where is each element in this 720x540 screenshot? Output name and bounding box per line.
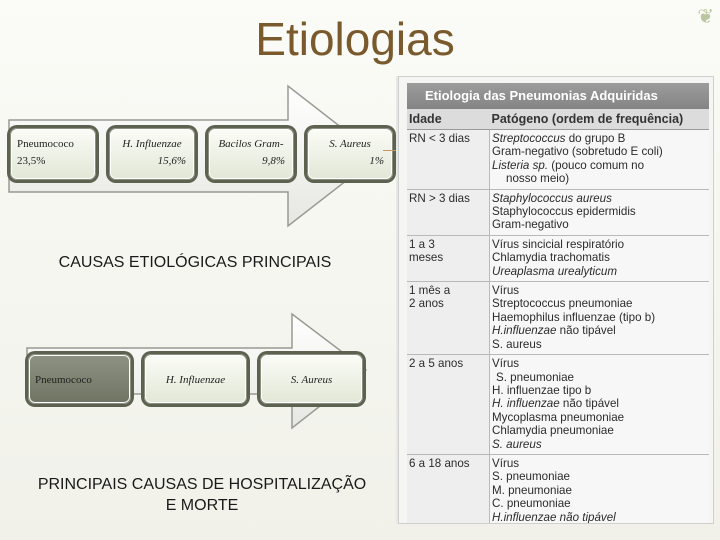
stage-bacilos-gram [208, 128, 294, 180]
pathogen-line: S. aureus [492, 337, 542, 351]
stage-s-aureus [260, 354, 363, 404]
age-line: 1 mês a [409, 284, 451, 298]
pathogen-line: Streptococcus pneumoniae [492, 297, 633, 311]
stage-name: H. Influenzae [165, 374, 226, 386]
table-title: Etiologia das Pneumonias Adquiridas [425, 88, 658, 103]
column-header-pathogen: Patógeno (ordem de frequência) [490, 109, 710, 130]
age-line: RN < 3 dias [409, 132, 470, 145]
pathogen-cell [490, 235, 710, 281]
pneumonia-etiology-table-image [398, 76, 714, 524]
table-row [407, 189, 709, 235]
pathogen-line: Listeria sp. (pouco comum no [492, 158, 645, 172]
pathogen-line: Chlamydia trachomatis [492, 251, 610, 265]
age-cell [407, 282, 490, 355]
pathogen-line: H. influenzae não tipável [492, 397, 619, 411]
pathogen-line: Gram-negativo [492, 218, 569, 232]
pathogen-line: Vírus [492, 357, 520, 371]
age-cell [407, 235, 490, 281]
table-title-bar [407, 83, 709, 109]
age-cell [407, 454, 490, 524]
pathogen-line: M. pneumoniae [492, 483, 572, 497]
stage-name: Bacilos Gram- [218, 138, 284, 150]
age-line: 1 a 3 [409, 237, 435, 251]
pathogen-cell [490, 130, 710, 190]
pathogen-line: Vírus [492, 456, 520, 470]
pathogen-cell [490, 454, 710, 524]
pathogen-line: H. influenzae tipo b [492, 383, 592, 397]
pathogen-line: Vírus sincicial respiratório [492, 237, 625, 251]
pathogen-line: Staphylococcus epidermidis [492, 205, 636, 219]
table-row [407, 454, 709, 524]
pathogen-cell [490, 355, 710, 455]
pathogen-line: S. pneumoniae [496, 370, 574, 384]
stage-name: S. Aureus [290, 374, 333, 386]
table-row [407, 355, 709, 455]
pathogen-line: Vírus [492, 284, 520, 298]
age-line: 6 a 18 anos [409, 456, 470, 470]
age-line: 2 anos [409, 297, 444, 311]
stage-percent: 23,5% [17, 155, 46, 167]
etiology-table [407, 109, 709, 524]
stage-h-influenzae [144, 354, 247, 404]
table-row [407, 282, 709, 355]
stage-name: Pneumococo [35, 374, 92, 386]
pathogen-line: Chlamydia pneumoniae [492, 424, 614, 438]
stage-name: Pneumococo [17, 138, 74, 150]
age-line: RN > 3 dias [409, 191, 470, 205]
hospitalization-process-diagram [26, 312, 382, 434]
caption-line: PRINCIPAIS CAUSAS DE HOSPITALIZAÇÃO [37, 476, 367, 493]
age-cell [407, 189, 490, 235]
pathogen-line: H.influenzae não tipável [492, 324, 616, 338]
pathogen-line: Staphylococcus aureus [492, 191, 612, 205]
diagram1-caption: CAUSAS ETIOLÓGICAS PRINCIPAIS [58, 254, 332, 271]
pathogen-line: Ureaplasma urealyticum [492, 264, 618, 278]
pathogen-line: S. pneumoniae [492, 470, 570, 484]
stage-percent: 1% [369, 155, 384, 167]
age-cell [407, 355, 490, 455]
pathogen-line: nosso meio) [506, 172, 570, 186]
stage-h-influenzae [109, 128, 195, 180]
etiology-process-diagram [8, 84, 390, 230]
stage-name: S. Aureus [329, 138, 371, 150]
age-line: meses [409, 251, 444, 265]
age-cell [407, 130, 490, 190]
stage-pneumococo [10, 128, 96, 180]
stage-pneumococo [28, 354, 131, 404]
caption-line: E MORTE [165, 497, 239, 514]
pathogen-line: S. aureus [492, 437, 542, 451]
pathogen-cell [490, 189, 710, 235]
table-header-row [407, 109, 709, 130]
column-header-age: Idade [407, 109, 490, 130]
pathogen-line: Streptococcus do grupo B [492, 132, 626, 145]
pathogen-line: C. pneumoniae [492, 497, 571, 511]
pathogen-line: H.influenzae não tipável [492, 510, 616, 524]
table-row [407, 130, 709, 190]
age-line: 2 a 5 anos [409, 357, 464, 371]
corner-ornament-icon: ❦ [697, 4, 714, 28]
diagram2-caption [8, 474, 396, 516]
pathogen-line: Gram-negativo (sobretudo E coli) [492, 145, 663, 159]
stage-percent: 15,6% [157, 155, 186, 167]
stage-percent: 9,8% [262, 155, 285, 167]
stage-name: H. Influenzae [122, 138, 182, 150]
pathogen-cell [490, 282, 710, 355]
stage-s-aureus [307, 128, 393, 180]
pathogen-line: Mycoplasma pneumoniae [492, 410, 625, 424]
slide-title: Etiologias [255, 13, 455, 65]
table-row [407, 235, 709, 281]
pathogen-line: Haemophilus influenzae (tipo b) [492, 310, 656, 324]
